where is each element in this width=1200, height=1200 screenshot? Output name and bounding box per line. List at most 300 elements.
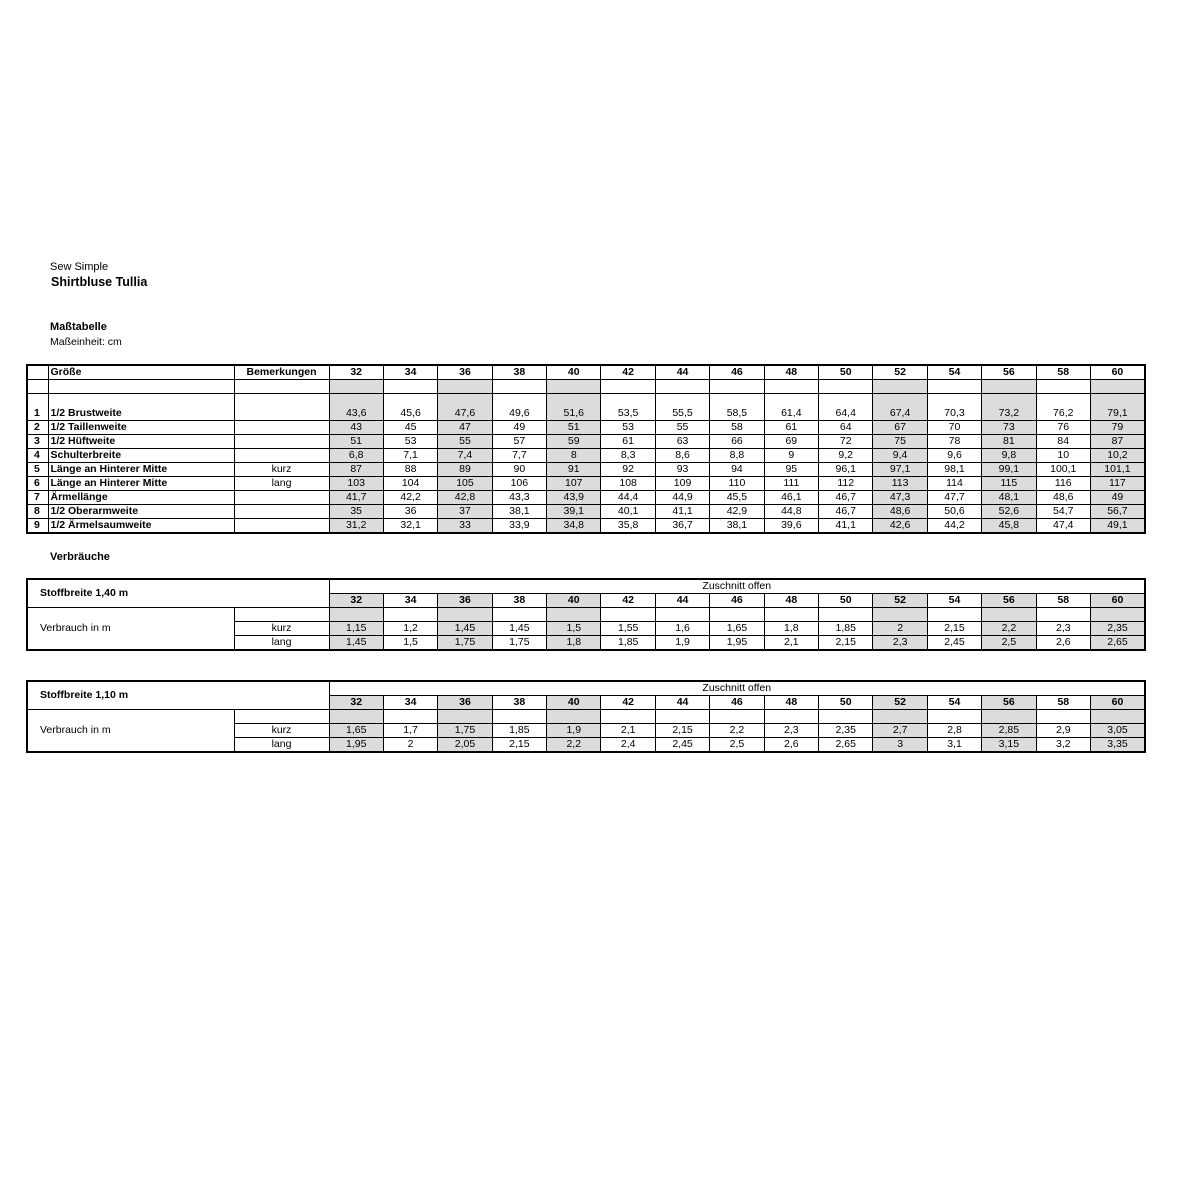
usage-value: 1,45 (438, 622, 492, 636)
measurement-value: 48,6 (873, 505, 927, 519)
measurement-value: 10 (1036, 449, 1090, 463)
blank-row (27, 394, 1145, 408)
measurement-value: 38,1 (492, 505, 546, 519)
measurement-value: 57 (492, 435, 546, 449)
measurement-value: 84 (1036, 435, 1090, 449)
measurement-value: 31,2 (329, 519, 383, 534)
measurement-value: 53 (601, 421, 655, 435)
size-header: 36 (438, 696, 492, 710)
measurement-name: 1/2 Brustweite (48, 407, 234, 421)
length-variant: lang (234, 738, 329, 753)
measurement-row (27, 519, 1145, 534)
usage-value: 2,65 (819, 738, 873, 753)
size-header: 54 (927, 696, 981, 710)
size-header: 58 (1036, 365, 1090, 380)
measurement-value: 36 (383, 505, 437, 519)
measurement-value: 116 (1036, 477, 1090, 491)
size-header: 34 (383, 365, 437, 380)
measurement-value: 47,6 (438, 407, 492, 421)
measurement-value: 89 (438, 463, 492, 477)
measurement-value: 49,1 (1090, 519, 1144, 534)
measurement-value: 9,2 (819, 449, 873, 463)
usage-value: 1,55 (601, 622, 655, 636)
blank-cell (329, 608, 383, 622)
size-header: 44 (655, 365, 709, 380)
measurement-row (27, 477, 1145, 491)
usage-value: 2,65 (1090, 636, 1145, 651)
fabric-width-label: Stoffbreite 1,10 m (27, 681, 329, 710)
measurement-value: 75 (873, 435, 927, 449)
measurement-row (27, 435, 1145, 449)
measurement-value: 96,1 (819, 463, 873, 477)
usage-label: Verbrauch in m (27, 710, 234, 753)
measurement-name: 1/2 Oberarmweite (48, 505, 234, 519)
size-header: 50 (819, 696, 873, 710)
measurement-value: 93 (655, 463, 709, 477)
size-header: 34 (383, 594, 437, 608)
cut-row (27, 681, 1145, 696)
measurement-value: 43,3 (492, 491, 546, 505)
usage-value: 2,2 (547, 738, 601, 753)
fabric-width-label: Stoffbreite 1,40 m (27, 579, 329, 608)
size-header: 56 (982, 696, 1036, 710)
usage-value: 3,35 (1090, 738, 1145, 753)
spacer-cell (1036, 380, 1090, 394)
blank-cell (1036, 710, 1090, 724)
size-header: 52 (873, 696, 927, 710)
usage-value: 2,05 (438, 738, 492, 753)
measurement-header-row (27, 365, 1145, 380)
cut-type-label: Zuschnitt offen (329, 681, 1145, 696)
measurement-name: Länge an Hinterer Mitte (48, 463, 234, 477)
measurement-value: 47,4 (1036, 519, 1090, 534)
measurement-value: 7,1 (383, 449, 437, 463)
size-header: 36 (438, 365, 492, 380)
consumption-table-140 (26, 578, 1146, 651)
measurement-value: 73,2 (982, 407, 1036, 421)
usage-value: 1,2 (383, 622, 437, 636)
size-header: 42 (601, 365, 655, 380)
measurement-value: 103 (329, 477, 383, 491)
measurement-value: 97,1 (873, 463, 927, 477)
size-header: 60 (1090, 696, 1145, 710)
measurement-name: Ärmellänge (48, 491, 234, 505)
spacer-cell (48, 380, 234, 394)
measurement-value: 51 (329, 435, 383, 449)
row-index: 8 (27, 505, 48, 519)
measurement-value: 58,5 (710, 407, 764, 421)
size-header: 42 (601, 696, 655, 710)
usage-value: 1,65 (329, 724, 383, 738)
measurement-value: 63 (655, 435, 709, 449)
measurement-value: 113 (873, 477, 927, 491)
blank-cell (764, 710, 818, 724)
measurement-value: 52,6 (982, 505, 1036, 519)
measurement-remark (234, 491, 329, 505)
measurement-value: 38,1 (710, 519, 764, 534)
measurement-section-title: Maßtabelle (50, 321, 107, 333)
measurement-value: 48,1 (982, 491, 1036, 505)
usage-value: 1,95 (710, 636, 764, 651)
size-header: 32 (329, 365, 383, 380)
consumption-table-110 (26, 680, 1146, 753)
measurement-value: 78 (927, 435, 981, 449)
measurement-value: 37 (438, 505, 492, 519)
blank-row (27, 710, 1145, 724)
usage-value: 3,05 (1090, 724, 1145, 738)
blank-cell (547, 394, 601, 408)
measurement-remark (234, 407, 329, 421)
measurement-value: 61 (764, 421, 818, 435)
measurement-value: 69 (764, 435, 818, 449)
measurement-row (27, 449, 1145, 463)
usage-value: 1,15 (329, 622, 383, 636)
blank-cell (710, 710, 764, 724)
usage-value: 2,3 (873, 636, 927, 651)
usage-value: 1,8 (764, 622, 818, 636)
measurement-value: 6,8 (329, 449, 383, 463)
size-header: 32 (329, 696, 383, 710)
measurement-value: 58 (710, 421, 764, 435)
spacer-cell (492, 380, 546, 394)
size-header: 52 (873, 594, 927, 608)
blank-cell (383, 710, 437, 724)
measurement-value: 42,6 (873, 519, 927, 534)
measurement-value: 47 (438, 421, 492, 435)
spacer-cell (27, 380, 48, 394)
cut-type-label: Zuschnitt offen (329, 579, 1145, 594)
measurement-value: 46,1 (764, 491, 818, 505)
usage-value: 1,9 (547, 724, 601, 738)
usage-value: 1,5 (547, 622, 601, 636)
measurement-value: 8,8 (710, 449, 764, 463)
measurement-value: 43 (329, 421, 383, 435)
size-header: 56 (982, 594, 1036, 608)
usage-value: 2,2 (710, 724, 764, 738)
measurement-value: 67,4 (873, 407, 927, 421)
blank-cell (329, 394, 383, 408)
measurement-value: 42,8 (438, 491, 492, 505)
row-index: 6 (27, 477, 48, 491)
measurement-value: 98,1 (927, 463, 981, 477)
measurement-value: 33,9 (492, 519, 546, 534)
measurement-value: 47,7 (927, 491, 981, 505)
measurement-value: 53 (383, 435, 437, 449)
measurement-value: 59 (547, 435, 601, 449)
blank-cell (764, 608, 818, 622)
measurement-value: 50,6 (927, 505, 981, 519)
usage-value: 1,65 (710, 622, 764, 636)
blank-cell (819, 710, 873, 724)
usage-value: 2,5 (710, 738, 764, 753)
measurement-value: 42,2 (383, 491, 437, 505)
usage-value: 1,85 (819, 622, 873, 636)
measurement-value: 39,1 (547, 505, 601, 519)
measurement-value: 47,3 (873, 491, 927, 505)
usage-value: 2,15 (655, 724, 709, 738)
measurement-value: 55,5 (655, 407, 709, 421)
measurement-name: 1/2 Hüftweite (48, 435, 234, 449)
measurement-value: 55 (655, 421, 709, 435)
usage-value: 2,5 (982, 636, 1036, 651)
blank-cell (438, 608, 492, 622)
measurement-value: 33 (438, 519, 492, 534)
measurement-value: 79,1 (1090, 407, 1144, 421)
blank-cell (764, 394, 818, 408)
measurement-value: 35 (329, 505, 383, 519)
usage-value: 1,45 (329, 636, 383, 651)
measurement-value: 88 (383, 463, 437, 477)
blank-cell (927, 608, 981, 622)
measurement-value: 67 (873, 421, 927, 435)
measurement-value: 107 (547, 477, 601, 491)
size-header: 46 (710, 365, 764, 380)
spacer-cell (819, 380, 873, 394)
blank-cell (601, 710, 655, 724)
blank-cell (873, 710, 927, 724)
size-header: 48 (764, 594, 818, 608)
size-header: 48 (764, 365, 818, 380)
measurement-value: 87 (329, 463, 383, 477)
length-variant: kurz (234, 724, 329, 738)
measurement-value: 8,3 (601, 449, 655, 463)
usage-value: 2,6 (1036, 636, 1090, 651)
spacer-cell (982, 380, 1036, 394)
measurement-value: 41,1 (655, 505, 709, 519)
measurement-value: 73 (982, 421, 1036, 435)
measurement-value: 53,5 (601, 407, 655, 421)
measurement-value: 64,4 (819, 407, 873, 421)
measurement-value: 46,7 (819, 505, 873, 519)
measurement-value: 91 (547, 463, 601, 477)
measurement-value: 40,1 (601, 505, 655, 519)
blank-cell (601, 608, 655, 622)
measurement-value: 45 (383, 421, 437, 435)
measurement-name: 1/2 Taillenweite (48, 421, 234, 435)
blank-cell (492, 608, 546, 622)
measurement-value: 44,9 (655, 491, 709, 505)
blank-cell (438, 710, 492, 724)
measurement-value: 106 (492, 477, 546, 491)
measurement-value: 76,2 (1036, 407, 1090, 421)
consumption-section-title: Verbräuche (50, 551, 110, 563)
spacer-row (27, 380, 1145, 394)
measurement-value: 76 (1036, 421, 1090, 435)
blank-cell (982, 710, 1036, 724)
blank-cell (873, 394, 927, 408)
spacer-cell (710, 380, 764, 394)
measurement-value: 45,6 (383, 407, 437, 421)
usage-value: 2,1 (601, 724, 655, 738)
measurement-table (26, 364, 1146, 534)
size-header: 40 (547, 365, 601, 380)
blank-cell (819, 608, 873, 622)
document-title: Shirtbluse Tullia (51, 275, 148, 289)
usage-value: 2,15 (492, 738, 546, 753)
measurement-value: 45,5 (710, 491, 764, 505)
row-index: 7 (27, 491, 48, 505)
measurement-value: 51,6 (547, 407, 601, 421)
measurement-value: 101,1 (1090, 463, 1144, 477)
spacer-cell (927, 380, 981, 394)
measurement-value: 7,4 (438, 449, 492, 463)
measurement-remark (234, 449, 329, 463)
usage-value: 1,75 (492, 636, 546, 651)
spacer-cell (438, 380, 492, 394)
length-variant: kurz (234, 622, 329, 636)
size-header: 48 (764, 696, 818, 710)
measurement-row (27, 421, 1145, 435)
size-header: 36 (438, 594, 492, 608)
blank-cell (492, 710, 546, 724)
remarks-column-header: Bemerkungen (234, 365, 329, 380)
usage-value: 2,45 (655, 738, 709, 753)
measurement-name: Länge an Hinterer Mitte (48, 477, 234, 491)
measurement-name: Schulterbreite (48, 449, 234, 463)
measurement-value: 48,6 (1036, 491, 1090, 505)
spacer-cell (655, 380, 709, 394)
row-index: 2 (27, 421, 48, 435)
blank-cell (710, 608, 764, 622)
blank-cell (1090, 608, 1145, 622)
usage-value: 3,15 (982, 738, 1036, 753)
size-header: 58 (1036, 696, 1090, 710)
measurement-value: 87 (1090, 435, 1144, 449)
usage-value: 1,6 (655, 622, 709, 636)
blank-row (27, 608, 1145, 622)
blank-cell (234, 394, 329, 408)
usage-value: 2,35 (819, 724, 873, 738)
measurement-row (27, 463, 1145, 477)
blank-cell (1090, 394, 1144, 408)
usage-value: 3,1 (927, 738, 981, 753)
measurement-value: 104 (383, 477, 437, 491)
measurement-value: 66 (710, 435, 764, 449)
blank-cell (234, 608, 329, 622)
measurement-value: 49 (492, 421, 546, 435)
blank-cell (819, 394, 873, 408)
size-header: 44 (655, 696, 709, 710)
blank-cell (1036, 608, 1090, 622)
measurement-value: 43,6 (329, 407, 383, 421)
size-header: 52 (873, 365, 927, 380)
usage-value: 2,45 (927, 636, 981, 651)
usage-value: 1,85 (601, 636, 655, 651)
length-variant: lang (234, 636, 329, 651)
blank-cell (873, 608, 927, 622)
measurement-value: 56,7 (1090, 505, 1144, 519)
measurement-value: 70,3 (927, 407, 981, 421)
blank-cell (927, 394, 981, 408)
measurement-value: 36,7 (655, 519, 709, 534)
size-header: 46 (710, 696, 764, 710)
usage-value: 1,5 (383, 636, 437, 651)
blank-cell (710, 394, 764, 408)
measurement-value: 105 (438, 477, 492, 491)
measurement-value: 94 (710, 463, 764, 477)
spacer-cell (1090, 380, 1144, 394)
measurement-remark (234, 519, 329, 534)
row-index: 3 (27, 435, 48, 449)
measurement-value: 61 (601, 435, 655, 449)
blank-cell (655, 710, 709, 724)
measurement-value: 46,7 (819, 491, 873, 505)
measurement-remark (234, 505, 329, 519)
measurement-value: 49,6 (492, 407, 546, 421)
size-header: 42 (601, 594, 655, 608)
blank-cell (1090, 710, 1145, 724)
measurement-value: 115 (982, 477, 1036, 491)
measurement-value: 8 (547, 449, 601, 463)
measurement-value: 10,2 (1090, 449, 1144, 463)
usage-value: 2,1 (764, 636, 818, 651)
size-header: 46 (710, 594, 764, 608)
measurement-value: 64 (819, 421, 873, 435)
measurement-value: 70 (927, 421, 981, 435)
usage-value: 1,95 (329, 738, 383, 753)
measurement-value: 32,1 (383, 519, 437, 534)
usage-label: Verbrauch in m (27, 608, 234, 651)
measurement-value: 95 (764, 463, 818, 477)
measurement-value: 44,2 (927, 519, 981, 534)
usage-value: 1,9 (655, 636, 709, 651)
blank-cell (655, 394, 709, 408)
blank-cell (329, 710, 383, 724)
measurement-remark: kurz (234, 463, 329, 477)
usage-value: 1,7 (383, 724, 437, 738)
size-header: 60 (1090, 594, 1145, 608)
size-header: 58 (1036, 594, 1090, 608)
size-header: 32 (329, 594, 383, 608)
measurement-value: 108 (601, 477, 655, 491)
blank-cell (27, 394, 48, 408)
measurement-name: 1/2 Ärmelsaumweite (48, 519, 234, 534)
row-index: 9 (27, 519, 48, 534)
usage-value: 2,3 (1036, 622, 1090, 636)
blank-cell (234, 710, 329, 724)
size-header: 40 (547, 696, 601, 710)
measurement-value: 81 (982, 435, 1036, 449)
spacer-cell (873, 380, 927, 394)
measurement-value: 44,8 (764, 505, 818, 519)
size-header: 38 (492, 696, 546, 710)
measurement-value: 51 (547, 421, 601, 435)
measurement-value: 99,1 (982, 463, 1036, 477)
row-index-header (27, 365, 48, 380)
measurement-value: 114 (927, 477, 981, 491)
spacer-cell (547, 380, 601, 394)
spacer-cell (601, 380, 655, 394)
blank-cell (982, 394, 1036, 408)
blank-cell (438, 394, 492, 408)
size-header: 56 (982, 365, 1036, 380)
measurement-value: 61,4 (764, 407, 818, 421)
blank-cell (547, 710, 601, 724)
measurement-value: 79 (1090, 421, 1144, 435)
measurement-remark (234, 435, 329, 449)
size-header: 44 (655, 594, 709, 608)
measurement-value: 49 (1090, 491, 1144, 505)
size-header: 50 (819, 594, 873, 608)
size-header: 54 (927, 365, 981, 380)
usage-value: 1,75 (438, 636, 492, 651)
blank-cell (1036, 394, 1090, 408)
measurement-remark: lang (234, 477, 329, 491)
spacer-cell (234, 380, 329, 394)
measurement-row (27, 491, 1145, 505)
measurement-value: 55 (438, 435, 492, 449)
blank-cell (547, 608, 601, 622)
